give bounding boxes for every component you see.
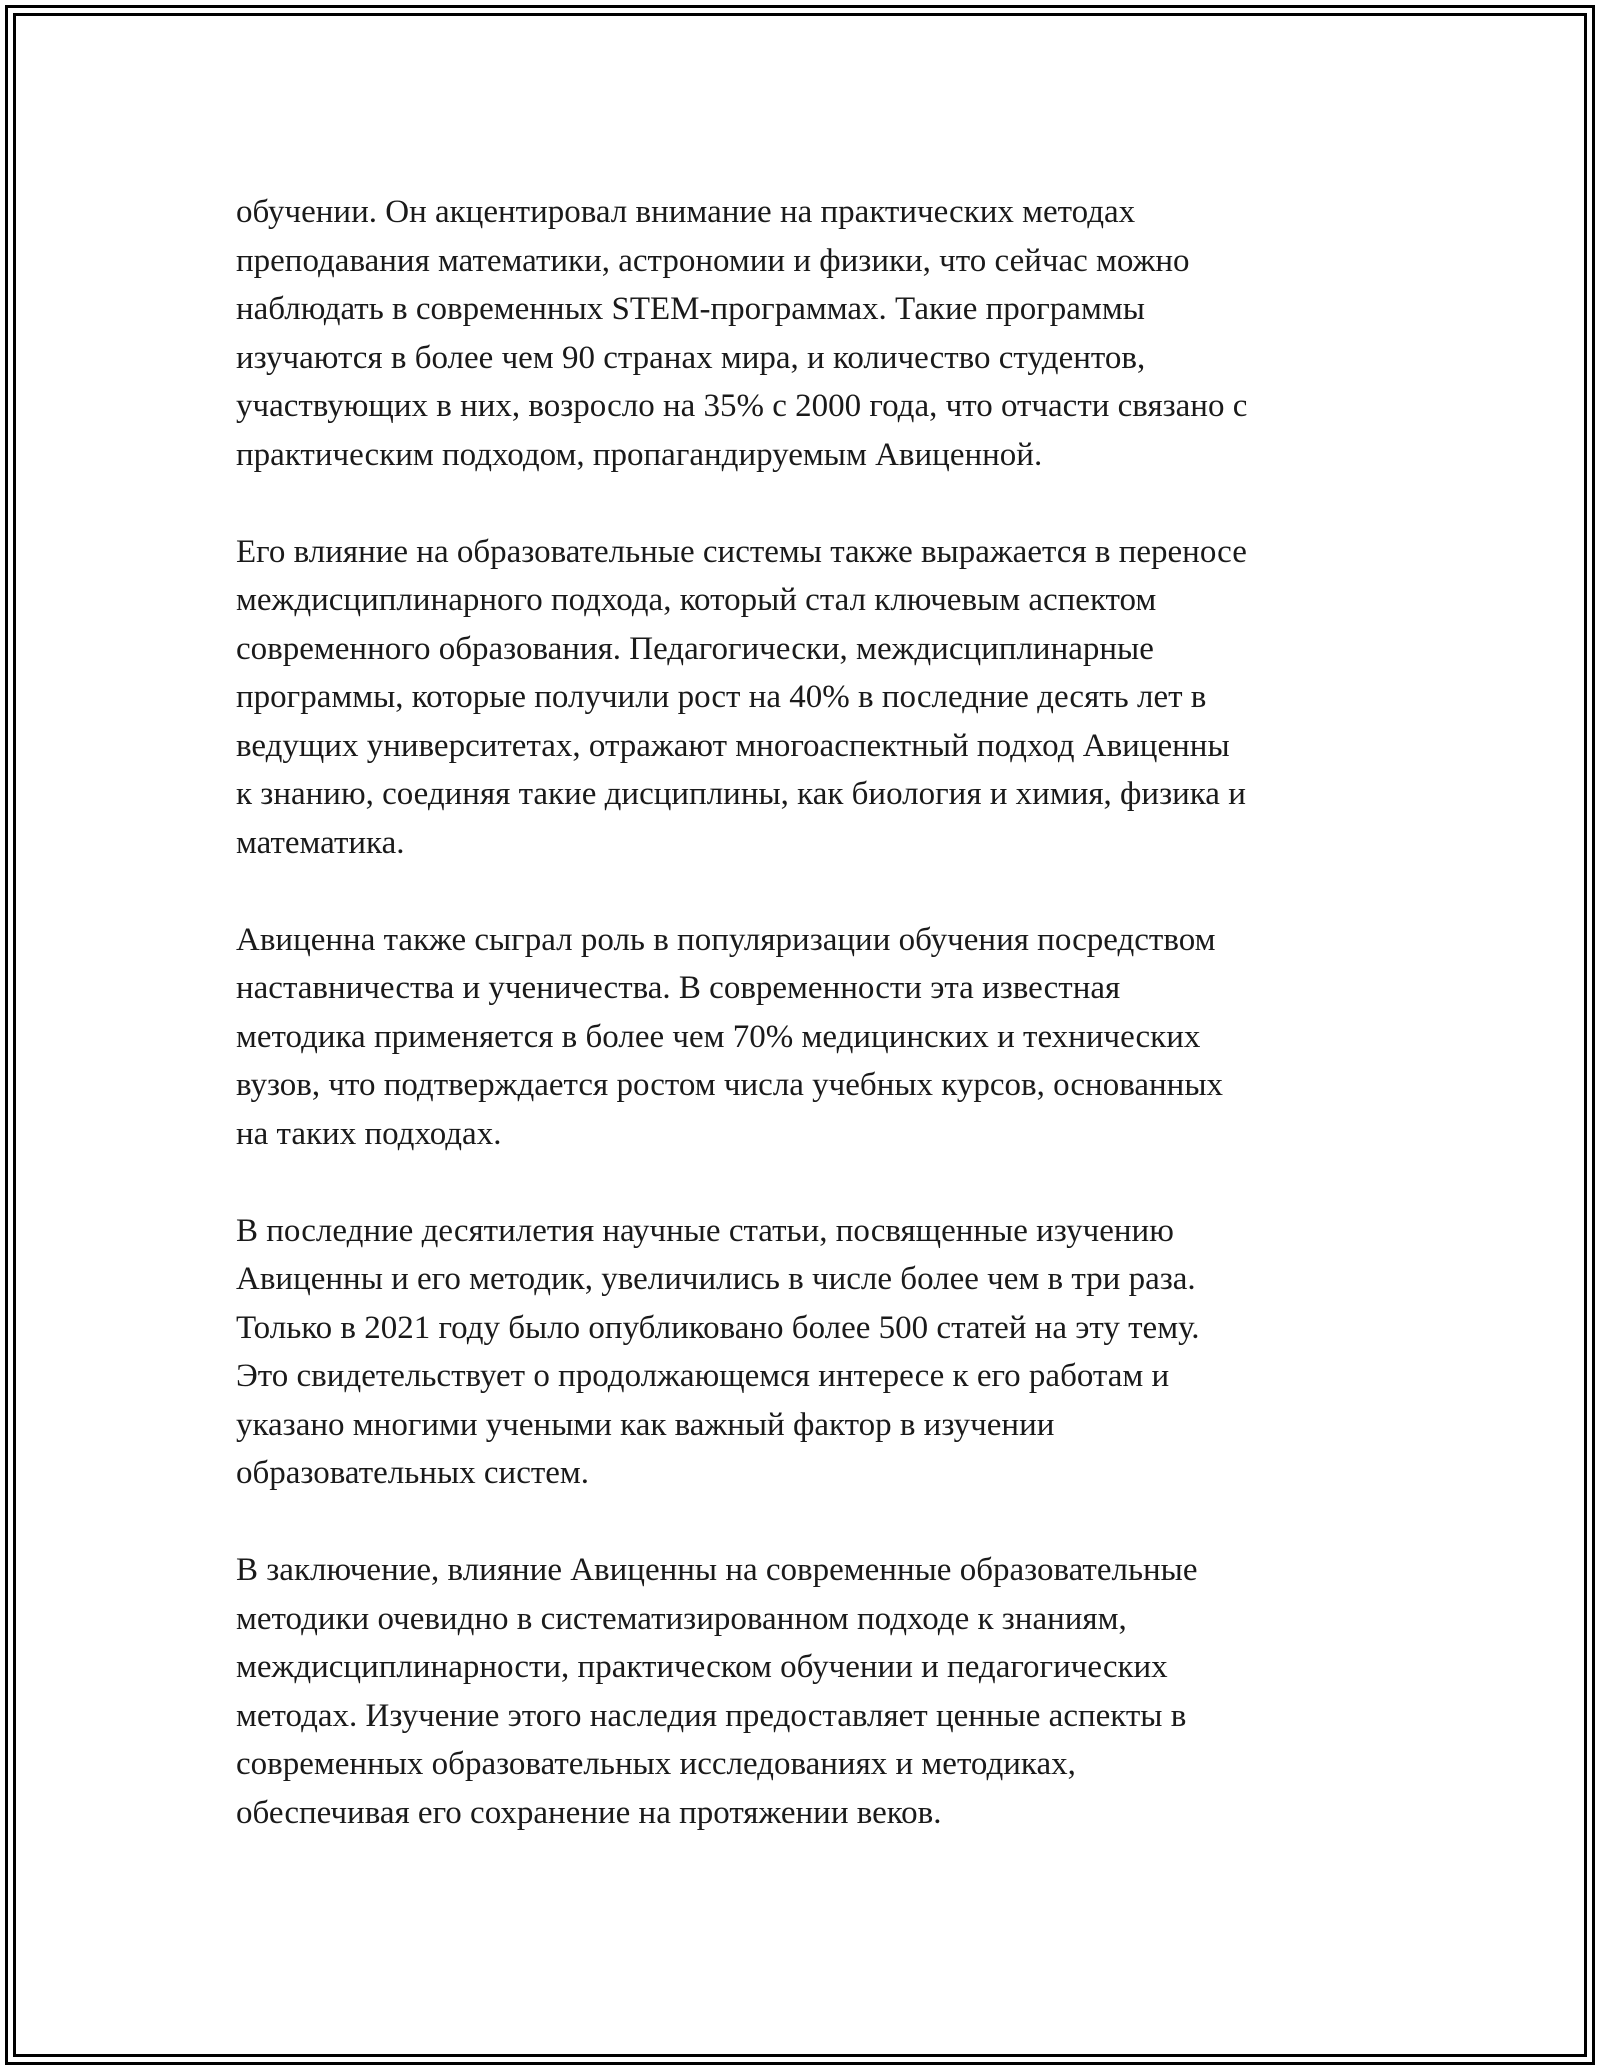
document-body — [236, 188, 1386, 1886]
paragraph-1 — [236, 188, 1386, 479]
paragraph-3 — [236, 916, 1386, 1159]
text-line: к знанию, соединяя такие дисциплины, как биология и химия, физика и — [236, 776, 1246, 812]
text-line: вузов, что подтверждается ростом числа учебных курсов, основанных — [236, 1067, 1224, 1103]
text-line: методики очевидно в систематизированном подходе к знаниям, — [236, 1600, 1127, 1637]
text-line: ведущих университетах, отражают многоаспектный подход Авиценны — [236, 727, 1230, 764]
text-line: междисциплинарного подхода, который стал ключевым аспектом — [236, 582, 1157, 618]
text-line: методика применяется в более чем 70% медицинских и технических — [236, 1018, 1201, 1055]
text-line: В последние десятилетия научные статьи, посвященные изучению — [236, 1212, 1174, 1249]
text-line: наставничества и ученичества. В современности эта известная — [236, 970, 1121, 1006]
text-line: наблюдать в современных STEM-программах. Такие программы — [236, 291, 1145, 327]
text-line: программы, которые получили рост на 40% в последние десять лет в — [236, 679, 1207, 715]
text-line: преподавания математики, астрономии и физики, что сейчас можно — [236, 242, 1190, 279]
paragraph-2 — [236, 528, 1386, 868]
text-line: Его влияние на образовательные системы также выражается в переносе — [236, 533, 1247, 570]
text-line: современного образования. Педагогически, междисциплинарные — [236, 630, 1154, 667]
text-line: Авиценна также сыграл роль в популяризации обучения посредством — [236, 921, 1216, 958]
text-line: изучаются в более чем 90 странах мира, и количество студентов, — [236, 339, 1146, 376]
text-line: обеспечивая его сохранение на протяжении веков. — [236, 1794, 942, 1831]
text-line: Только в 2021 году было опубликовано более 500 статей на эту тему. — [236, 1309, 1200, 1346]
text-line: В заключение, влияние Авиценны на современные образовательные — [236, 1552, 1198, 1588]
paragraph-5 — [236, 1546, 1386, 1837]
text-line: Это свидетельствует о продолжающемся интересе к его работам и — [236, 1358, 1170, 1394]
text-line: обучении. Он акцентировал внимание на практических методах — [236, 194, 1136, 230]
text-line: Авиценны и его методик, увеличились в числе более чем в три раза. — [236, 1261, 1196, 1297]
paragraph-4 — [236, 1207, 1386, 1498]
text-line: современных образовательных исследованиях и методиках, — [236, 1746, 1076, 1782]
text-line: практическим подходом, пропагандируемым Авиценной. — [236, 436, 1043, 473]
text-line: участвующих в них, возросло на 35% с 2000 года, что отчасти связано с — [236, 388, 1248, 424]
text-line: математика. — [236, 824, 405, 861]
text-line: образовательных систем. — [236, 1455, 590, 1491]
text-line: методах. Изучение этого наследия предоставляет ценные аспекты в — [236, 1697, 1187, 1734]
text-line: указано многими учеными как важный фактор в изучении — [236, 1406, 1055, 1443]
text-line: междисциплинарности, практическом обучении и педагогических — [236, 1649, 1168, 1685]
text-line: на таких подходах. — [236, 1115, 502, 1152]
